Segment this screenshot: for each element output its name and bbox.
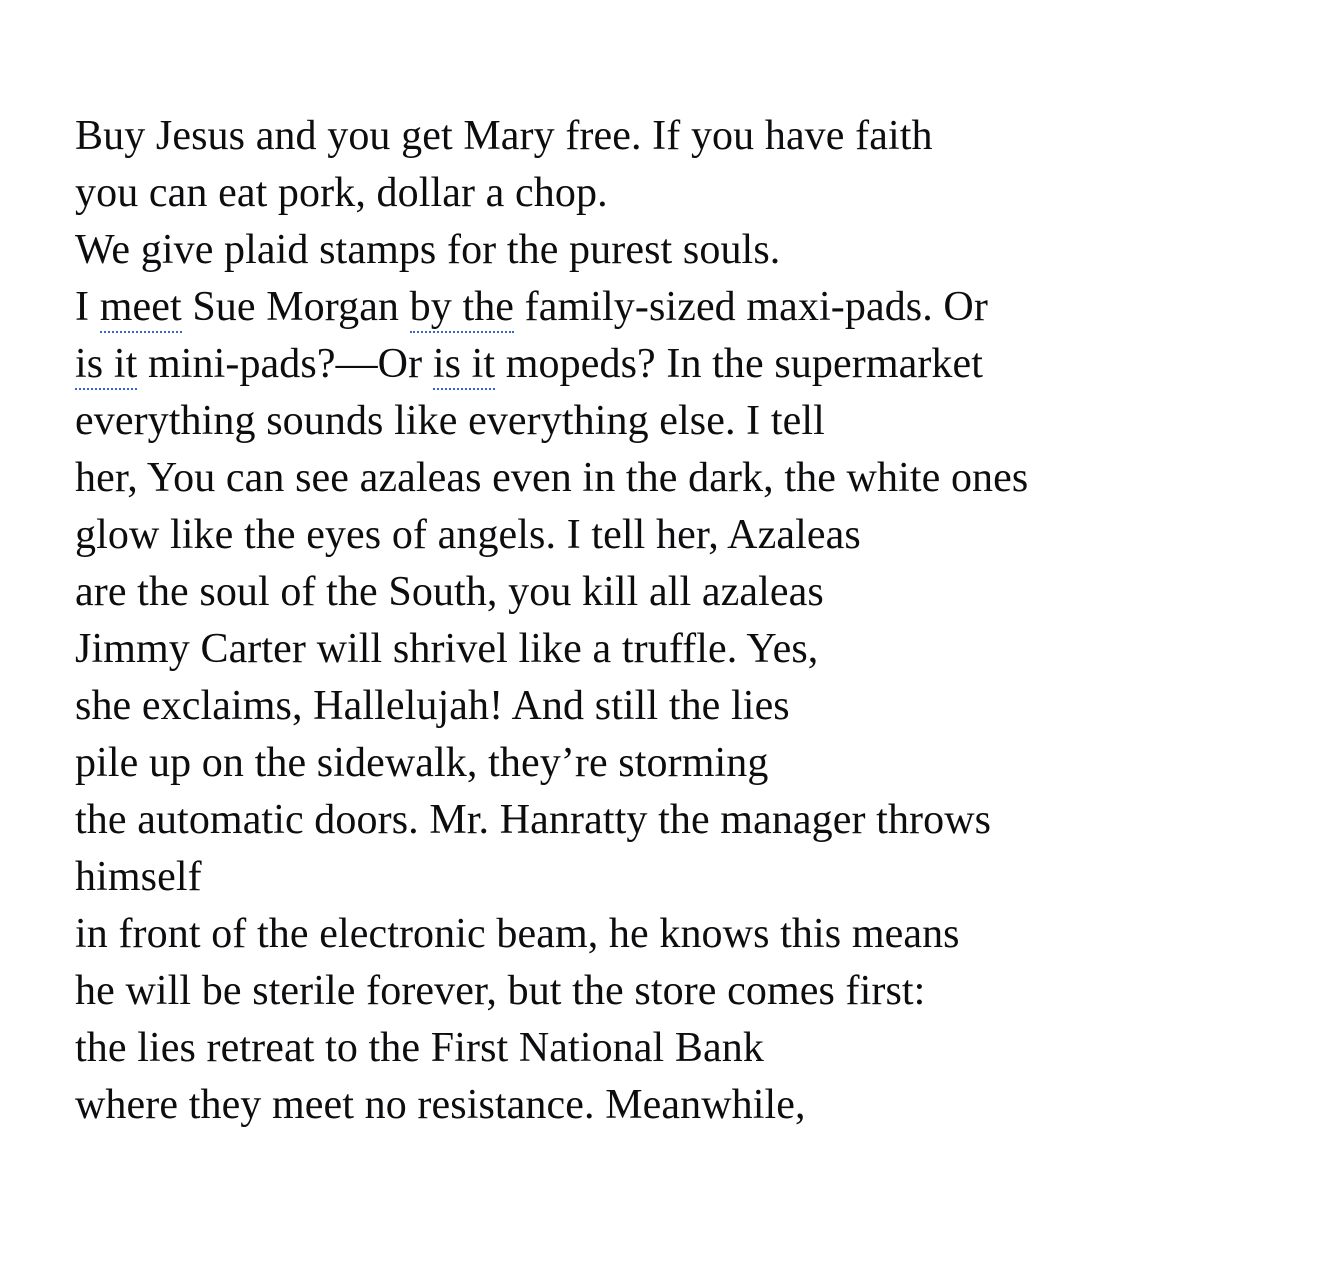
poem-line — [75, 108, 1250, 165]
spellcheck-flagged-text[interactable]: by the — [410, 284, 514, 333]
poem-line — [75, 564, 1250, 621]
spellcheck-flagged-text[interactable]: is it — [75, 341, 137, 390]
poem-text-run: in front of the electronic beam, he knows this means — [75, 911, 960, 957]
poem-line — [75, 507, 1250, 564]
poem-text-run: are the soul of the South, you kill all azaleas — [75, 569, 824, 615]
poem-text-run: where they meet no resistance. Meanwhile, — [75, 1082, 806, 1128]
poem-text-run: the automatic doors. Mr. Hanratty the manager throws — [75, 797, 992, 843]
poem-text-run: you can eat pork, dollar a chop. — [75, 170, 608, 216]
poem-line — [75, 393, 1250, 450]
poem-text-run: her, You can see azaleas even in the dark, the white ones — [75, 455, 1029, 501]
poem-line — [75, 336, 1250, 393]
poem-line — [75, 1077, 1250, 1134]
poem-line — [75, 906, 1250, 963]
poem-line — [75, 165, 1250, 222]
poem-text-run: the lies retreat to the First National Bank — [75, 1025, 764, 1071]
poem-text-run: himself — [75, 854, 202, 900]
poem-text-run: family-sized maxi-pads. Or — [514, 284, 988, 330]
poem-text-run: mopeds? In the supermarket — [495, 341, 984, 387]
poem-line — [75, 222, 1250, 279]
poem-text-run: everything sounds like everything else. I tell — [75, 398, 825, 444]
poem-text-run: Buy Jesus and you get Mary free. If you have faith — [75, 113, 933, 159]
poem-text-run: Jimmy Carter will shrivel like a truffle. Yes, — [75, 626, 819, 672]
spellcheck-flagged-text[interactable]: is it — [433, 341, 495, 390]
poem-text-run: I — [75, 284, 100, 330]
poem-text-run: pile up on the sidewalk, they’re storming — [75, 740, 769, 786]
poem-text-run: We give plaid stamps for the purest souls. — [75, 227, 781, 273]
poem-text-run: glow like the eyes of angels. I tell her, Azaleas — [75, 512, 861, 558]
poem-text-run: he will be sterile forever, but the store comes first: — [75, 968, 926, 1014]
poem-text-run: mini-pads?—Or — [137, 341, 433, 387]
poem-line — [75, 735, 1250, 792]
poem-line — [75, 1020, 1250, 1077]
poem-line — [75, 792, 1250, 849]
poem-line — [75, 963, 1250, 1020]
poem-line — [75, 279, 1250, 336]
poem-line — [75, 849, 1250, 906]
spellcheck-flagged-text[interactable]: meet — [100, 284, 182, 333]
poem-text-body[interactable] — [75, 108, 1250, 1134]
poem-text-run: she exclaims, Hallelujah! And still the lies — [75, 683, 790, 729]
poem-line — [75, 678, 1250, 735]
poem-line — [75, 450, 1250, 507]
poem-text-run: Sue Morgan — [181, 284, 410, 330]
poem-line — [75, 621, 1250, 678]
